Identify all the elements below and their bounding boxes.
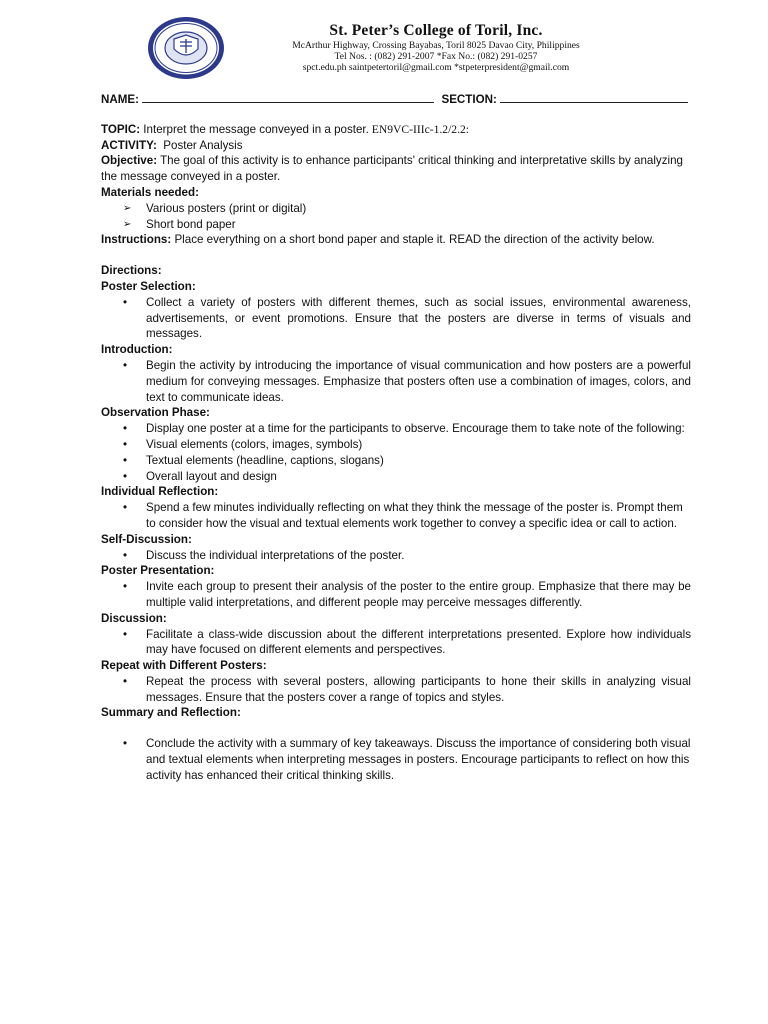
list-item: • Collect a variety of posters with different themes, such as social issues, environmental awareness, advertisements, or event promotions. Ensure that the posters are diverse in terms of visuals and messages. [101, 295, 691, 342]
objective-text: The goal of this activity is to enhance participants' critical thinking and interpretative skills by analyzing the message conveyed in a poster. [101, 154, 683, 184]
section-list [101, 548, 691, 564]
directions-heading: Directions: [101, 264, 162, 278]
section-label: SECTION: [441, 93, 497, 106]
name-blank[interactable] [142, 93, 434, 103]
topic-line [101, 122, 691, 138]
list-item: • Textual elements (headline, captions, slogans) [101, 453, 691, 469]
topic-code: EN9VC-IIIc-1.2/2.2: [368, 122, 470, 136]
section-list [101, 358, 691, 405]
list-item: • Display one poster at a time for the participants to observe. Encourage them to take note of the following: [101, 421, 691, 437]
list-item: • Discuss the individual interpretations of the poster. [101, 548, 691, 564]
instructions-text: Place everything on a short bond paper and staple it. READ the direction of the activity below. [171, 233, 655, 247]
section-list [101, 627, 691, 659]
section-title: Discussion: [101, 611, 167, 625]
section-list [101, 674, 691, 706]
topic-label: TOPIC: [101, 122, 141, 136]
worksheet-body [101, 92, 691, 784]
section-blank[interactable] [500, 93, 688, 103]
college-phones: Tel Nos. : (082) 291-2007 *Fax No.: (082) 291-0257 [334, 51, 538, 62]
name-label: NAME: [101, 93, 139, 106]
instructions-label: Instructions: [101, 233, 172, 247]
list-item: • Overall layout and design [101, 469, 691, 485]
section-title: Introduction: [101, 343, 173, 357]
section-title: Observation Phase: [101, 406, 210, 420]
section-list [101, 579, 691, 611]
section-title: Self-Discussion: [101, 532, 192, 546]
list-item: ➢ Various posters (print or digital) [101, 201, 691, 217]
college-seal-icon [146, 15, 226, 81]
section-list [101, 295, 691, 342]
objective-label: Objective: [101, 154, 158, 168]
list-item: • Begin the activity by introducing the importance of visual communication and how posters are a powerful medium for conveying messages. Emphasize that posters often use a combination of images, colors, and text to communicate ideas. [101, 358, 691, 405]
list-item: • Conclude the activity with a summary of key takeaways. Discuss the importance of considering both visual and textual elements when interpreting messages in posters. Encourage participants to reflect on how this activity has enhanced their critical thinking skills. [101, 736, 691, 783]
summary-list [101, 736, 691, 783]
college-info [236, 22, 636, 73]
section-title: Poster Selection: [101, 279, 196, 293]
section-title: Repeat with Different Posters: [101, 659, 267, 673]
activity-label: ACTIVITY: [101, 138, 157, 152]
list-item: • Facilitate a class-wide discussion about the different interpretations presented. Explore how individuals may have focused on different elements and perspectives. [101, 627, 691, 659]
summary-heading: Summary and Reflection: [101, 706, 241, 720]
college-address: McArthur Highway, Crossing Bayabas, Toril 8025 Davao City, Philippines [292, 40, 580, 51]
section-title: Individual Reflection: [101, 485, 219, 499]
list-item: • Repeat the process with several posters, allowing participants to hone their skills in analyzing visual messages. Ensure that the posters cover a range of topics and styles. [101, 674, 691, 706]
list-item: • Spend a few minutes individually reflecting on what they think the message of the poster is. Prompt them to consider how the visual and textual elements work together to convey a specific idea or call to action. [101, 500, 691, 532]
activity-text: Poster Analysis [156, 138, 243, 152]
materials-heading: Materials needed: [101, 185, 199, 199]
name-section-line [101, 92, 691, 108]
topic-text: Interpret the message conveyed in a poster. [140, 122, 369, 136]
list-item: ➢ Short bond paper [101, 217, 691, 233]
instructions-line [101, 232, 691, 248]
college-name: St. Peter’s College of Toril, Inc. [329, 22, 543, 39]
letterhead [0, 10, 768, 80]
materials-list [101, 201, 691, 233]
list-item: • Visual elements (colors, images, symbols) [101, 437, 691, 453]
activity-line [101, 138, 691, 154]
section-list [101, 421, 691, 484]
section-title: Poster Presentation: [101, 564, 215, 578]
objective-line [101, 153, 691, 185]
college-emails: spct.edu.ph saintpetertoril@gmail.com *stpeterpresident@gmail.com [302, 62, 570, 73]
list-item: • Invite each group to present their analysis of the poster to the entire group. Emphasize that there may be multiple valid interpretations, and different people may perceive messages differently. [101, 579, 691, 611]
section-list [101, 500, 691, 532]
